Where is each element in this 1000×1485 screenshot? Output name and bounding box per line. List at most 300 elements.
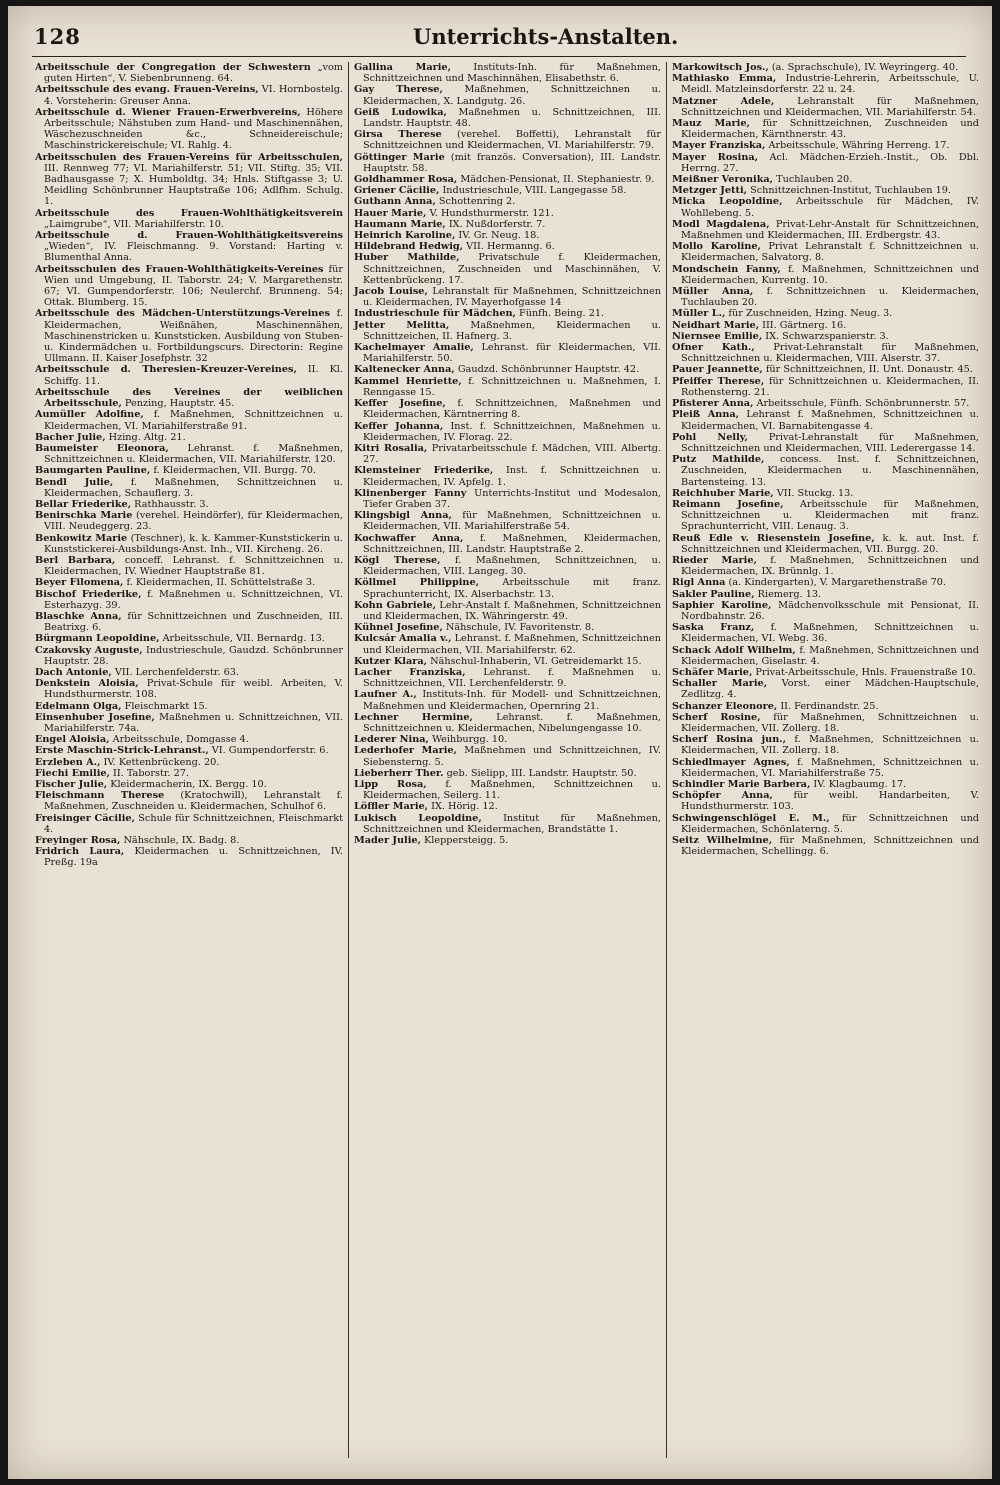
entry-details: Penzing, Hauptstr. 45.: [121, 398, 235, 410]
entry-details: „vom guten Hirten“, V. Siebenbrunneng. 64.: [44, 62, 343, 85]
directory-entry: [35, 84, 343, 106]
directory-entry: [35, 465, 343, 476]
entry-name: Modl Magdalena,: [672, 218, 770, 230]
entry-name: Scherf Rosine,: [672, 711, 761, 723]
entry-details: conceff. Lehranst. f. Schnittzeichnen u. Kleidermachen, IV. Wiedner Hauptstraße 81.: [44, 554, 343, 578]
entry-name: Denkstein Aloisia,: [35, 678, 139, 690]
entry-details: II. Taborstr. 27.: [109, 767, 189, 779]
directory-entry: [35, 308, 343, 364]
entry-details: Arbeitsschule, Währing Herreng. 17.: [765, 140, 950, 152]
entry-name: Sakler Pauline,: [672, 588, 755, 600]
directory-entry: [35, 533, 343, 555]
entry-name: Industrieschule für Mädchen,: [354, 308, 516, 320]
entry-name: Hildebrand Hedwig,: [354, 241, 464, 253]
entry-name: Pauer Jeannette,: [672, 364, 763, 376]
entry-details: „Laimgrube“, VII. Mariahilferstr. 10.: [44, 218, 225, 230]
entry-details: Maßnehmen, Kleidermachen u. Schnittzeichen, II. Hafnerg. 3.: [363, 319, 661, 342]
directory-entry: [354, 510, 661, 532]
directory-entry: [354, 219, 661, 230]
directory-entry: [672, 589, 979, 600]
directory-entry: [672, 308, 979, 319]
entry-name: Kögl Therese,: [354, 554, 441, 566]
entry-details: VI. Gumpendorferstr. 6.: [208, 745, 329, 757]
entry-name: Markowitsch Jos.,: [672, 62, 769, 73]
directory-entry: [354, 84, 661, 106]
entry-details: für Schnittzeichnen und Kleidermachen, Schönlaterng. 5.: [681, 812, 980, 835]
entry-details: Privat-Lehr-Anstalt für Schnittzeichnen, Maßnehmen und Kleidermachen, III. Erdbergstr. 43.: [681, 218, 979, 242]
entry-name: Fischer Julie,: [35, 779, 108, 790]
directory-entry: [354, 555, 661, 577]
directory-entry: [354, 465, 661, 487]
entry-details: IX. Nußdorferstr. 7.: [445, 218, 546, 230]
entry-name: Lechner Hermine,: [354, 711, 473, 723]
entry-name: Kammel Henriette,: [354, 375, 462, 387]
entry-name: Micka Leopoldine,: [672, 196, 783, 208]
column-right: [666, 62, 984, 1458]
directory-entry: [672, 96, 979, 118]
directory-entry: [672, 140, 979, 151]
entry-details: Acl. Mädchen-Erzieh.-Instit., Ob. Dbl. Herrng. 27.: [681, 151, 980, 174]
directory-entry: [672, 409, 979, 431]
entry-name: Metzger Jetti,: [672, 185, 748, 197]
column-left: [30, 62, 348, 1458]
entry-name: Laufner A.,: [354, 689, 417, 701]
entry-details: Kleidermachen u. Schnittzeichnen, IV. Preßg. 19a: [44, 846, 344, 869]
entry-name: Dach Antonie,: [35, 666, 112, 678]
directory-entry: [35, 62, 343, 84]
entry-details: f. Maßnehmen u. Schnittzeichnen, VI. Esterhazyg. 39.: [44, 588, 344, 611]
entry-name: Benirschka Marie: [35, 510, 133, 522]
entry-name: Arbeitsschule des Vereines der weiblichen Arbeitsschule,: [35, 386, 343, 410]
entry-name: Arbeitsschule d. Theresien-Kreuzer-Vereines,: [35, 364, 297, 376]
entry-details: f. Maßnehmen, Schnittzeichnen u. Kleidermachen, VI. Mariahilferstraße 75.: [681, 756, 980, 779]
directory-entry: [35, 387, 343, 409]
entry-details: für Schnittzeichnen, II. Unt. Donaustr. 45.: [762, 364, 973, 376]
entry-details: f. Kleidermachen, II. Schüttelstraße 3.: [123, 577, 316, 589]
directory-entry: [35, 846, 343, 868]
entry-name: Rigl Anna: [672, 577, 726, 589]
entry-details: (mit französ. Conversation), III. Landstr. Hauptstr. 58.: [363, 151, 661, 174]
entry-details: Schule für Schnittzeichnen, Fleischmarkt 4.: [44, 812, 343, 835]
entry-details: für Schnittzeichnen, Zuschneiden und Kleidermachen, Kärnthnerstr. 43.: [681, 118, 979, 141]
directory-entry: [354, 667, 661, 689]
entry-details: f. Maßnehmen, Kleidermachen, Schnittzeichnen, III. Landstr. Hauptstraße 2.: [363, 532, 661, 555]
directory-entry: [672, 734, 979, 756]
directory-entry: [35, 589, 343, 611]
entry-details: IX. Hörig. 12.: [428, 801, 498, 813]
entry-details: f. Maßnehmen, Schnittzeichnen u. Kleidermachen, VII. Zollerg. 18.: [681, 734, 979, 757]
entry-details: Lehranstalt für Maßnehmen, Schnittzeichnen und Kleidermachen, VII. Mariahilferstr. 54.: [681, 95, 979, 118]
entry-name: Klingsbigl Anna,: [354, 510, 452, 522]
directory-entry: [35, 757, 343, 768]
directory-entry: [672, 499, 979, 533]
entry-details: (a. Sprachschule), IV. Weyringerg. 40.: [768, 62, 959, 73]
entry-name: Köllmel Philippine,: [354, 577, 479, 589]
directory-entry: [354, 577, 661, 599]
entry-name: Arbeitsschule des Mädchen-Unterstützungs-Vereines: [35, 308, 330, 320]
directory-entry: [354, 230, 661, 241]
directory-entry: [672, 196, 979, 218]
entry-name: Lederer Nina,: [354, 734, 429, 746]
entry-details: f. Maßnehmen, Schnittzeichnen u. Kleidermachen, VI. Webg. 36.: [681, 622, 979, 645]
entry-details: Inst. f. Schnittzeichnen u. Kleidermachen, IV. Apfelg. 1.: [363, 465, 661, 488]
entry-details: Kleppersteigg. 5.: [420, 835, 509, 847]
entry-name: Bellar Friederike,: [35, 498, 132, 510]
entry-details: Industrie-Lehrerin, Arbeitsschule, U. Meidl. Matzleinsdorferstr. 22 u. 24.: [681, 73, 980, 96]
entry-name: Girsa Therese: [354, 129, 442, 141]
entry-name: Edelmann Olga,: [35, 700, 122, 712]
directory-entry: [354, 308, 661, 319]
directory-entry: [672, 219, 979, 241]
entry-details: IV. Klagbaumg. 17.: [810, 779, 907, 790]
directory-entry: [354, 208, 661, 219]
entry-name: Arbeitsschule d. Frauen-Wohlthätigkeitsvereins: [35, 230, 343, 242]
directory-entry: [35, 230, 343, 264]
entry-name: Mayer Franziska,: [672, 140, 766, 152]
directory-entry: [35, 678, 343, 700]
entry-details: Höhere Arbeitsschule; Nähstuben zum Hand- und Maschinennähen, Wäschezuschneiden &c., Schneidereischule; Maschinstrickereischule; VI. Rahlg. 4.: [44, 106, 343, 152]
entry-details: concess. Inst. f. Schnittzeichnen, Zuschneiden, Kleidermachen u. Maschinennähen, Bartensteing. 13.: [681, 454, 980, 488]
directory-entry: [35, 107, 343, 152]
page-number: 128: [34, 24, 81, 49]
directory-entry: [354, 622, 661, 633]
entry-name: Mondschein Fanny,: [672, 263, 781, 275]
entry-name: Heinrich Karoline,: [354, 230, 456, 242]
directory-entry: [35, 835, 343, 846]
directory-entry: [672, 577, 979, 588]
entry-details: Arbeitsschule, Fünfh. Schönbrunnerstr. 57.: [753, 398, 970, 410]
directory-entry: [354, 533, 661, 555]
entry-details: Riemerg. 13.: [754, 588, 822, 600]
directory-entry: [354, 488, 661, 510]
directory-entry: [354, 241, 661, 252]
directory-entry: [35, 734, 343, 745]
entry-details: Instituts-Inh. für Modell- und Schnittzeichnen, Maßnehmen und Kleidermachen, Opernring 21.: [363, 689, 662, 712]
entry-name: Mayer Rosina,: [672, 151, 759, 163]
directory-entry: [672, 835, 979, 857]
entry-details: Maßnehmen und Schnittzeichnen, IV. Siebensterng. 5.: [363, 745, 661, 768]
directory-entry: [354, 185, 661, 196]
directory-entry: [672, 678, 979, 700]
directory-entry: [672, 701, 979, 712]
entry-details: Institut für Maßnehmen, Schnittzeichnen und Kleidermachen, Brandstätte 1.: [363, 812, 661, 835]
entry-details: Instituts-Inh. für Maßnehmen, Schnittzeichnen und Maschinnähen, Elisabethstr. 6.: [363, 62, 661, 85]
entry-details: Hzing. Altg. 21.: [105, 431, 186, 443]
entry-details: f. Maßnehmen, Schnittzeichnen u. Kleidermachen, Seilerg. 11.: [363, 779, 662, 802]
entry-name: Reichhuber Marie,: [672, 487, 774, 499]
directory-entry: [354, 734, 661, 745]
directory-entry: [35, 510, 343, 532]
entry-details: Lehranst. f. Maßnehmen, Schnittzeichnen u. Kleidermachen, VII. Mariahilferstr. 120.: [44, 442, 343, 466]
directory-entry: [672, 320, 979, 331]
entry-name: Arbeitsschule d. Wiener Frauen-Erwerbvereins,: [35, 106, 301, 118]
entry-details: Nähschul-Inhaberin, VI. Getreidemarkt 15.: [427, 655, 642, 667]
entry-name: Schindler Marie Barbera,: [672, 779, 811, 790]
entry-name: Matzner Adele,: [672, 95, 775, 107]
entry-name: Lederhofer Marie,: [354, 745, 457, 757]
entry-name: Mauz Marie,: [672, 118, 750, 130]
directory-entry: [35, 152, 343, 208]
entry-details: Gaudzd. Schönbrunner Hauptstr. 42.: [454, 364, 640, 376]
directory-entry: [672, 264, 979, 286]
entry-name: Aumüller Adolfine,: [35, 409, 144, 421]
directory-entry: [354, 801, 661, 812]
entry-details: f. Kleidermachen, VII. Burgg. 70.: [150, 465, 316, 477]
entry-name: Pfisterer Anna,: [672, 398, 754, 410]
entry-details: f. Maßnehmen, Schnittzeichnen und Kleidermachen, Giselastr. 4.: [681, 644, 980, 667]
directory-entry: [35, 443, 343, 465]
entry-name: Schaller Marie,: [672, 678, 768, 690]
entry-details: f. Maßnehmen, Schnittzeichnen, u. Kleidermachen, VIII. Langeg. 30.: [363, 554, 661, 578]
directory-entry: [35, 432, 343, 443]
entry-details: (Teschner), k. k. Kammer-Kunststickerin u. Kunststickerei-Ausbildungs-Anst. Inh., VII. Kircheng. 26.: [44, 532, 343, 555]
directory-entry: [354, 600, 661, 622]
entry-details: für Maßnehmen, Schnittzeichnen und Kleidermachen, Schellingg. 6.: [681, 835, 979, 858]
directory-entry: [354, 107, 661, 129]
entry-name: Ofner Kath.,: [672, 342, 755, 354]
entry-details: Kleidermacherin, IX. Bergg. 10.: [107, 779, 267, 790]
entry-details: Lehranst. f. Maßnehmen, Schnittzeichnen u. Kleidermachen, Nibelungengasse 10.: [363, 711, 661, 734]
entry-name: Arbeitsschulen des Frauen-Wohlthätigkeits-Vereines: [35, 263, 324, 275]
directory-entry: [354, 252, 661, 286]
directory-entry: [672, 790, 979, 812]
directory-entry: [354, 320, 661, 342]
entry-name: Mollo Karoline,: [672, 241, 761, 253]
entry-details: Maßnehmen, Schnittzeichnen u. Kleidermachen, X. Landgutg. 26.: [363, 84, 661, 107]
entry-details: Privatschule f. Kleidermachen, Schnittzeichnen, Zuschneiden und Maschinnähen, V. Kettenbrückeng. 17.: [363, 252, 661, 286]
directory-entry: [672, 174, 979, 185]
directory-entry: [354, 689, 661, 711]
entry-details: für Schnittzeichnen und Zuschneiden, III. Beatrixg. 6.: [44, 610, 344, 634]
entry-name: Arbeitsschule des evang. Frauen-Vereins,: [35, 84, 259, 96]
entry-name: Lukisch Leopoldine,: [354, 812, 482, 824]
directory-entry: [672, 376, 979, 398]
entry-name: Reimann Josefine,: [672, 498, 784, 510]
entry-details: Maßnehmen u. Schnittzeichnen, III. Landstr. Hauptstr. 48.: [363, 106, 662, 130]
entry-name: Schiedlmayer Agnes,: [672, 756, 790, 768]
entry-details: f. Kleidermachen, Weißnähen, Maschinennähen, Maschinenstricken u. Kunststicken. Ausbildung von Stuben- u. Kindermädchen u. Fortbildungscurs. Directorin: Regine Ullmann. II. Kaiser Josefphstr. 32: [44, 308, 343, 365]
entry-details: f. Schnittzeichnen u. Kleidermachen, Tuchlauben 20.: [681, 286, 979, 309]
directory-entry: [354, 745, 661, 767]
directory-entry: [354, 376, 661, 398]
entry-details: Rathhausstr. 3.: [131, 498, 209, 510]
entry-name: Schwingenschlögel E. M.,: [672, 812, 830, 824]
directory-entry: [354, 712, 661, 734]
directory-entry: [35, 499, 343, 510]
entry-details: für Schnittzeichnen u. Kleidermachen, II. Rothensterng. 21.: [681, 375, 979, 398]
directory-entry: [354, 342, 661, 364]
entry-name: Göttinger Marie: [354, 151, 445, 163]
directory-entry: [35, 577, 343, 588]
entry-name: Keffer Johanna,: [354, 420, 444, 432]
entry-name: Klemsteiner Friederike,: [354, 465, 494, 477]
entry-details: Mädchen-Pensionat, II. Stephaniestr. 9.: [457, 174, 655, 186]
directory-columns: [30, 62, 984, 1458]
directory-entry: [354, 129, 661, 151]
entry-details: Schottenring 2.: [435, 196, 516, 208]
entry-name: Goldhammer Rosa,: [354, 174, 458, 186]
entry-details: für Maßnehmen, Schnittzeichnen u. Kleidermachen, VII. Zollerg. 18.: [681, 711, 979, 734]
directory-entry: [672, 757, 979, 779]
directory-entry: [354, 633, 661, 655]
page-title: Unterrichts-Anstalten.: [413, 24, 679, 49]
directory-entry: [35, 555, 343, 577]
entry-name: Beyer Filomena,: [35, 577, 124, 589]
entry-details: VII. Lerchenfelderstr. 63.: [111, 666, 240, 678]
entry-name: Kutzer Klara,: [354, 655, 427, 667]
entry-name: Lipp Rosa,: [354, 779, 427, 790]
entry-name: Blaschke Anna,: [35, 610, 122, 622]
entry-details: Privat-Arbeitsschule, Hnls. Frauenstraße 10.: [752, 666, 976, 678]
directory-entry: [354, 196, 661, 207]
directory-entry: [672, 62, 979, 73]
entry-details: Inst. f. Schnittzeichnen, Maßnehmen u. Kleidermachen, IV. Florag. 22.: [363, 420, 661, 443]
entry-details: für Zuschneiden, Hzing. Neug. 3.: [725, 308, 893, 320]
entry-details: Lehranst. für Kleidermachen, VII. Mariahilferstr. 50.: [363, 342, 661, 365]
entry-name: Kohn Gabriele,: [354, 599, 436, 611]
directory-entry: [672, 600, 979, 622]
directory-entry: [672, 331, 979, 342]
directory-entry: [672, 667, 979, 678]
entry-name: Lieberherr Ther.: [354, 767, 444, 779]
entry-name: Hauer Marie,: [354, 207, 427, 219]
entry-details: Arbeitsschule für Maßnehmen, Schnittzeichnen u. Kleidermachen mit franz. Sprachunterricht, VIII. Lenaug. 3.: [681, 498, 980, 533]
directory-entry: [672, 185, 979, 196]
entry-details: für weibl. Handarbeiten, V. Hundsthurmerstr. 103.: [681, 790, 979, 813]
directory-entry: [672, 118, 979, 140]
entry-name: Gallina Marie,: [354, 62, 451, 73]
entry-details: Industrieschule, Gaudzd. Schönbrunner Hauptstr. 28.: [44, 644, 343, 667]
directory-entry: [354, 421, 661, 443]
directory-entry: [354, 398, 661, 420]
directory-entry: [354, 656, 661, 667]
entry-name: Saska Franz,: [672, 622, 755, 634]
entry-name: Keffer Josefine,: [354, 398, 446, 410]
entry-details: VI. Hornbostelg. 4. Vorsteherin: Greuser Anna.: [44, 84, 343, 107]
directory-entry: [672, 712, 979, 734]
entry-name: Schöpfer Anna,: [672, 790, 773, 802]
directory-entry: [672, 364, 979, 375]
directory-entry: [672, 432, 979, 454]
entry-details: f. Schnittzeichnen u. Maßnehmen, I. Renngasse 15.: [363, 375, 661, 398]
directory-entry: [672, 813, 979, 835]
directory-entry: [672, 152, 979, 174]
directory-entry: [672, 342, 979, 364]
directory-entry: [35, 409, 343, 431]
header-rule: [32, 56, 966, 57]
directory-entry: [354, 364, 661, 375]
entry-name: Benkowitz Marie: [35, 532, 128, 544]
directory-entry: [672, 622, 979, 644]
entry-details: II. Kl. Schiffg. 11.: [44, 364, 343, 387]
directory-entry: [35, 645, 343, 667]
directory-entry: [354, 835, 661, 846]
entry-name: Baumeister Eleonora,: [35, 442, 169, 454]
directory-entry: [35, 208, 343, 230]
directory-entry: [35, 813, 343, 835]
entry-details: f. Maßnehmen, Schnittzeichnen u. Kleidermachen, VI. Mariahilferstraße 91.: [44, 409, 343, 432]
entry-name: Schack Adolf Wilhelm,: [672, 644, 796, 656]
directory-entry: [672, 398, 979, 409]
entry-name: Einsenhuber Josefine,: [35, 711, 155, 723]
entry-details: f. Schnittzeichnen, Maßnehmen und Kleidermachen, Kärntnerring 8.: [363, 398, 661, 421]
entry-details: Lehranst f. Maßnehmen, Schnittzeichnen u. Kleidermachen, VI. Barnabitengasse 4.: [681, 409, 979, 432]
entry-details: Maßnehmen u. Schnittzeichnen, VII. Mariahilferstr. 74a.: [44, 711, 344, 734]
entry-details: III. Rennweg 77; VI. Mariahilferstr. 51; VII. Stiftg. 35; VII. Badhausgasse 7; X. Humboldtg. 34; Hnls. Stiftgasse 3; U. Meidling Schönbrunner Hauptstraße 106; Adlfhm. Schulg. 1.: [44, 162, 343, 208]
entry-name: Müller L.,: [672, 308, 726, 320]
directory-entry: [35, 611, 343, 633]
entry-details: V. Hundsthurmerstr. 121.: [426, 207, 554, 219]
entry-details: Privat-Schule für weibl. Arbeiten, V. Hundsthurmerstr. 108.: [44, 678, 344, 701]
entry-details: f. Maßnehmen, Schnittzeichnen u. Kleidermachen, Schauflerg. 3.: [44, 476, 343, 499]
entry-details: Lehranstalt für Maßnehmen, Schnittzeichnen u. Kleidermachen, IV. Mayerhofgasse 14: [363, 286, 661, 309]
directory-entry: [35, 745, 343, 756]
entry-details: VII. Hermanng. 6.: [463, 241, 555, 253]
entry-details: Tuchlauben 20.: [773, 174, 853, 186]
directory-entry: [354, 174, 661, 185]
entry-details: für Maßnehmen, Schnittzeichnen u. Kleidermachen, VII. Mariahilferstraße 54.: [363, 510, 661, 533]
entry-details: Privat-Lehranstalt für Maßnehmen, Schnittzeichnen und Kleidermachen, VIII. Lederergasse 14.: [681, 431, 979, 454]
entry-details: (verehel. Heindörfer), für Kleidermachen, VIII. Neudeggerg. 23.: [44, 510, 343, 533]
directory-entry: [35, 477, 343, 499]
entry-name: Berl Barbara,: [35, 554, 116, 566]
entry-details: Mädchenvolksschule mit Pensionat, II. Nordbahnstr. 26.: [681, 599, 979, 622]
directory-entry: [35, 779, 343, 790]
entry-details: (verehel. Boffetti), Lehranstalt für Schnittzeichnen und Kleidermachen, VI. Mariahilferstr. 79.: [363, 129, 661, 152]
directory-entry: [354, 286, 661, 308]
entry-name: Huber Mathilde,: [354, 252, 460, 264]
entry-name: Pohl Nelly,: [672, 431, 748, 443]
entry-details: IV. Gr. Neug. 18.: [455, 230, 540, 242]
directory-entry: [672, 533, 979, 555]
entry-details: Fünfh. Being. 21.: [515, 308, 605, 320]
entry-details: IV. Kettenbrückeng. 20.: [100, 756, 220, 768]
entry-details: Arbeitsschule für Mädchen, IV. Wohllebeng. 5.: [681, 196, 979, 219]
entry-name: Guthann Anna,: [354, 196, 436, 208]
entry-details: Lehr-Anstalt f. Maßnehmen, Schnittzeichnen und Kleidermachen, IX. Währingerstr. 49.: [363, 599, 661, 622]
directory-entry: [354, 768, 661, 779]
entry-details: Lehranst. f. Maßnehmen, Schnittzeichnen und Kleidermachen, VII. Mariahilferstr. 62.: [363, 633, 661, 656]
entry-details: Privat Lehranstalt f. Schnittzeichnen u. Kleidermachen, Salvatorg. 8.: [681, 241, 979, 264]
entry-details: „Wieden“, IV. Fleischmanng. 9. Vorstand: Harting v. Blumenthal Anna.: [44, 241, 343, 264]
entry-details: geb. Sielipp, III. Landstr. Hauptstr. 50.: [443, 767, 637, 779]
entry-name: Mathiasko Emma,: [672, 73, 777, 85]
entry-name: Fiechi Emilie,: [35, 767, 110, 779]
entry-name: Kaltenecker Anna,: [354, 364, 455, 376]
entry-details: f. Maßnehmen, Schnittzeichnen und Kleidermachen, IX. Brünnlg. 1.: [681, 554, 979, 578]
entry-details: (Kratochwill), Lehranstalt f. Maßnehmen, Zuschneiden u. Kleidermachen, Schulhof 6.: [44, 790, 343, 813]
column-middle: [348, 62, 666, 1458]
entry-details: k. k. aut. Inst. f. Schnittzeichnen und Kleidermachen, VII. Burgg. 20.: [681, 532, 979, 555]
entry-name: Schanzer Eleonore,: [672, 700, 778, 712]
directory-entry: [354, 813, 661, 835]
entry-name: Kitri Rosalia,: [354, 442, 428, 454]
entry-details: IX. Schwarzspanierstr. 3.: [762, 330, 889, 342]
entry-name: Niernsee Emilie,: [672, 330, 763, 342]
directory-entry: [35, 790, 343, 812]
entry-details: Arbeitsschule, VII. Bernardg. 13.: [159, 633, 325, 645]
entry-details: Industrieschule, VIII. Langegasse 58.: [439, 185, 627, 197]
entry-name: Rieder Marie,: [672, 554, 757, 566]
directory-entry: [35, 768, 343, 779]
entry-details: Unterrichts-Institut und Modesalon, Tiefer Graben 37.: [363, 487, 661, 510]
entry-details: Fleischmarkt 15.: [121, 700, 208, 712]
entry-name: Bacher Julie,: [35, 431, 106, 443]
entry-name: Geiß Ludowika,: [354, 106, 447, 118]
entry-name: Freyinger Rosa,: [35, 835, 121, 847]
entry-name: Bendl Julie,: [35, 476, 114, 488]
entry-name: Müller Anna,: [672, 286, 754, 298]
